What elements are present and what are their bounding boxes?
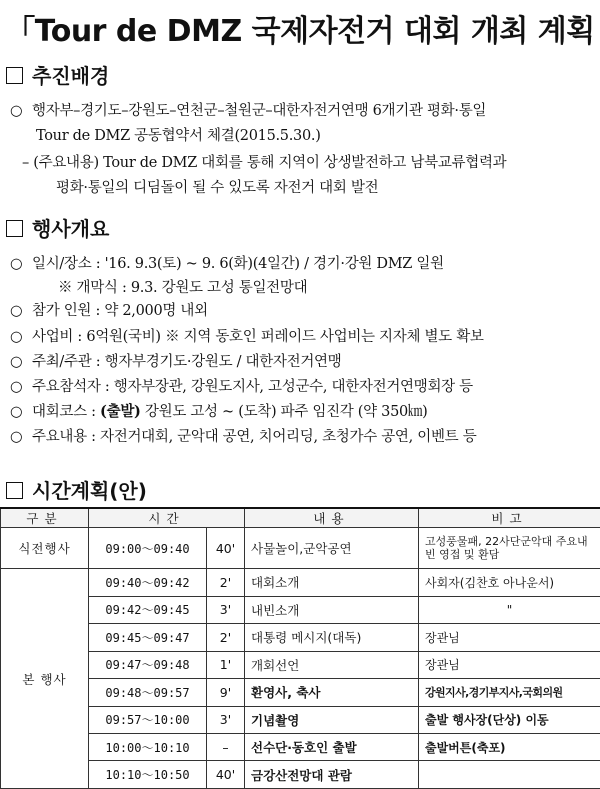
overview-item-attendees — [10, 375, 473, 396]
time-cell: 10:00～10:10 — [89, 734, 207, 761]
course-start-label: (출발) — [100, 403, 141, 420]
table-row — [1, 569, 600, 596]
content-cell: 내빈소개 — [245, 596, 419, 623]
note-cell: 강원지사,경기부지사,국회의원 — [419, 679, 600, 706]
duration-cell: 3' — [207, 596, 245, 623]
overview-item-program — [10, 425, 476, 446]
background-sub-2: 평화·통일의 디딤돌이 될 수 있도록 자전거 대회 발전 — [56, 180, 379, 196]
section-heading-label: 시간계획(안) — [32, 479, 147, 503]
category-cell: 식전행사 — [1, 528, 89, 569]
page-title: 「Tour de DMZ 국제자전거 대회 개최 계획 — [5, 14, 595, 49]
table-row — [1, 596, 600, 623]
overview-item-participants — [10, 299, 208, 320]
overview-item-course — [10, 400, 428, 421]
overview-item-text: 참가 인원 : 약 2,000명 내외 — [32, 303, 208, 319]
duration-cell: 9' — [207, 679, 245, 706]
section-heading-background — [6, 60, 109, 89]
table-row — [1, 624, 600, 651]
content-cell: 개회선언 — [245, 651, 419, 678]
checkbox-square-icon — [6, 67, 23, 84]
circle-bullet-icon: ○ — [10, 256, 23, 272]
table-row — [1, 761, 600, 789]
note-cell: 출발버튼(축포) — [419, 734, 600, 761]
duration-cell: – — [207, 734, 245, 761]
duration-cell: 2' — [207, 569, 245, 596]
content-cell: 환영사, 축사 — [245, 679, 419, 706]
content-cell: 대통령 메시지(대독) — [245, 624, 419, 651]
duration-cell: 40' — [207, 528, 245, 569]
table-row — [1, 651, 600, 678]
overview-item-budget — [10, 325, 484, 346]
overview-item-text: 주최/주관 : 행자부경기도·강원도 / 대한자전거연맹 — [32, 354, 342, 370]
note-cell: " — [419, 596, 600, 623]
circle-bullet-icon: ○ — [10, 103, 23, 119]
note-cell: 사회자(김찬호 아나운서) — [419, 569, 600, 596]
circle-bullet-icon: ○ — [10, 303, 23, 319]
background-text-1: 행자부–경기도–강원도–연천군–철원군–대한자전거연맹 6개기관 평화·통일 — [32, 103, 487, 119]
overview-item-text: 대회코스 : — [32, 404, 96, 420]
time-cell: 09:42～09:45 — [89, 596, 207, 623]
duration-cell: 2' — [207, 624, 245, 651]
header-category: 구분 — [1, 508, 89, 528]
overview-item-text: 일시/장소 : '16. 9.3(토) ~ 9. 6(화)(4일간) / 경기·강원 DMZ 일원 — [32, 256, 444, 272]
category-cell: 본 행사 — [1, 569, 89, 789]
time-cell: 09:00～09:40 — [89, 528, 207, 569]
table-row — [1, 706, 600, 733]
background-line-2: Tour de DMZ 공동협약서 체결(2015.5.30.) — [36, 128, 321, 144]
time-cell: 09:47～09:48 — [89, 651, 207, 678]
header-note: 비고 — [419, 508, 600, 528]
section-heading-label: 추진배경 — [32, 64, 110, 88]
table-row — [1, 734, 600, 761]
section-heading-label: 행사개요 — [32, 217, 110, 241]
circle-bullet-icon: ○ — [10, 404, 23, 420]
duration-cell: 1' — [207, 651, 245, 678]
header-time: 시간 — [89, 508, 245, 528]
overview-item-opening: ※ 개막식 : 9.3. 강원도 고성 통일전망대 — [58, 280, 308, 296]
checkbox-square-icon — [6, 482, 23, 499]
section-heading-overview — [6, 213, 109, 242]
note-cell — [419, 761, 600, 789]
circle-bullet-icon: ○ — [10, 379, 23, 395]
content-cell: 선수단·동호인 출발 — [245, 734, 419, 761]
header-content: 내용 — [245, 508, 419, 528]
circle-bullet-icon: ○ — [10, 354, 23, 370]
note-cell: 장관님 — [419, 651, 600, 678]
content-cell: 대회소개 — [245, 569, 419, 596]
section-heading-schedule — [6, 475, 147, 504]
circle-bullet-icon: ○ — [10, 329, 23, 345]
duration-cell: 3' — [207, 706, 245, 733]
time-cell: 09:48～09:57 — [89, 679, 207, 706]
time-cell: 10:10～10:50 — [89, 761, 207, 789]
time-cell: 09:40～09:42 — [89, 569, 207, 596]
overview-item-host — [10, 350, 341, 371]
time-cell: 09:45～09:47 — [89, 624, 207, 651]
time-cell: 09:57～10:00 — [89, 706, 207, 733]
course-route-text: 강원도 고성 ~ (도착) 파주 임진각 (약 350㎞) — [144, 404, 428, 420]
schedule-table — [0, 507, 600, 789]
table-row — [1, 528, 600, 569]
duration-cell: 40' — [207, 761, 245, 789]
overview-item-date — [10, 252, 444, 273]
note-cell: 고성풍물패, 22사단군악대 주요내빈 영접 및 환담 — [419, 528, 600, 569]
table-row — [1, 679, 600, 706]
overview-item-text: 주요내용 : 자전거대회, 군악대 공연, 치어리딩, 초청가수 공연, 이벤트 등 — [32, 429, 477, 445]
content-cell: 금강산전망대 관람 — [245, 761, 419, 789]
table-header-row — [1, 508, 600, 528]
note-cell: 출발 행사장(단상) 이동 — [419, 706, 600, 733]
overview-item-text: 주요참석자 : 행자부장관, 강원도지사, 고성군수, 대한자전거연맹회장 등 — [32, 379, 473, 395]
content-cell: 사물놀이,군악공연 — [245, 528, 419, 569]
note-cell: 장관님 — [419, 624, 600, 651]
content-cell: 기념촬영 — [245, 706, 419, 733]
checkbox-square-icon — [6, 220, 23, 237]
background-sub-1: – (주요내용) Tour de DMZ 대회를 통해 지역이 상생발전하고 남북교류협력과 — [22, 155, 507, 171]
background-line-1 — [10, 99, 486, 120]
circle-bullet-icon: ○ — [10, 429, 23, 445]
overview-item-text: 사업비 : 6억원(국비) ※ 지역 동호인 퍼레이드 사업비는 지자체 별도 확보 — [32, 329, 484, 345]
